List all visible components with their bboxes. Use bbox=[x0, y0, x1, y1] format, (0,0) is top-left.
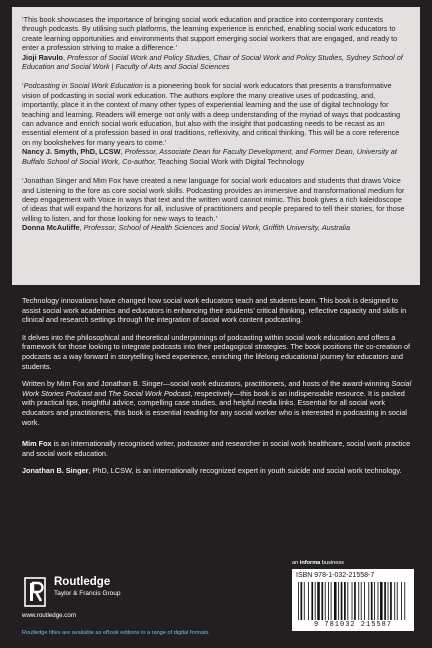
quote-body: is a pioneering book for social work educators that presents a transformative vision of podcasting in social work education. The authors explore the many creative uses of podcasting, and, importantly, place it in the context of many other types of experiential learning and the use of digital technology for teaching and learning. Readers will emerge not only with a deep understanding of the myriad of ways that podcasting can advance and enrich social work education, but also with the insight that podcasting needs to be recast as an essential element of a profession based in oral traditions, reflexivity, and critical thinking. This will be a core reference on my bookshelves for many years to come.’ bbox=[22, 81, 401, 147]
barcode-bar bbox=[328, 582, 329, 620]
quote-attribution: Jioji Ravulo, Professor of Social Work and Policy Studies, Chair of Social Work and Policy Studies, Sydney School of Education and Social Work | Faculty of Arts and Social Sciences bbox=[22, 52, 403, 72]
author-bio-text: is an internationally recognised writer, podcaster and researcher in social work healthcare, social work practice and social work education. bbox=[22, 439, 411, 458]
barcode-bar bbox=[304, 582, 305, 620]
barcode-bar bbox=[380, 582, 383, 620]
barcode-bar bbox=[352, 582, 353, 620]
barcode-bar bbox=[321, 582, 323, 620]
barcode-bar bbox=[394, 582, 395, 620]
barcode-bar bbox=[388, 582, 389, 620]
barcode-bar bbox=[368, 582, 369, 620]
description-paragraph: It delves into the philosophical and theoretical underpinnings of podcasting within social work education and offers a framework for those looking to integrate podcasts into their pedagogical strategies. The book positions the co-creation of podcasts as a way forward in storytelling lived experience, enriching the lifelong educational journey for educators and students. bbox=[22, 332, 411, 371]
description-text: , respectively—this book is an indispensable resource. It is packed with practical tips, insightful advice, compelling case studies, and helpful media links. Essential for all social work educators and practitioners, this book is essential reading for any social worker who is interested in podcasting in social work. bbox=[22, 388, 407, 427]
informa-brand: informa bbox=[299, 560, 321, 566]
barcode-bar bbox=[384, 582, 386, 620]
barcode-bar bbox=[331, 582, 332, 620]
barcode-bar bbox=[371, 582, 373, 620]
publisher-group: Taylor & Francis Group bbox=[54, 590, 121, 597]
description-paragraph: Technology innovations have changed how social work educators teach and students learn. This book is designed to assist social work academics and educators in enhancing their students’ critical thinking, reflective capacity and skills in clinical and research settings through the integration of social work content podcasting. bbox=[22, 296, 407, 325]
author-bio-text: , PhD, LCSW, is an internationally recognized expert in youth suicide and social work technology. bbox=[88, 466, 402, 476]
description-paragraph bbox=[22, 379, 416, 427]
barcode-bar bbox=[301, 582, 303, 620]
author-bio bbox=[22, 439, 416, 458]
podcast-title: The Social Work Podcast bbox=[108, 388, 191, 398]
endorsements-panel bbox=[12, 7, 420, 285]
barcode-digits: 9 781032 215587 bbox=[313, 621, 392, 629]
barcode-bar bbox=[397, 582, 398, 620]
quote-text: ‘Podcasting in Social Work Education is a pioneering book for social work educators that presents a transformative vision of podcasting in social work education. The authors explore the many creative uses of podcasting, and, importantly, place it in the context of many other types of experiential learning and the use of digital technology for teaching and learning. Readers will emerge not only with a deep understanding of the myriad of ways that podcasting can advance and enrich social work education, but also with the insight that podcasting needs to be recast as an essential element of a profession based in oral traditions, reflexivity, and critical thinking. This will be a core reference on my bookshelves for many years to come.’ bbox=[22, 81, 401, 147]
barcode-bar bbox=[344, 582, 346, 620]
quote-text: ‘This book showcases the importance of bringing social work education and practice into contemporary contexts through podcasts. By utilising such platforms, the learning experience is enriched, enabling social work educators to create learning opportunities and environments that support emerging social workers that are engaged, and ready to enter a profession striving to make a difference.’ bbox=[22, 15, 398, 53]
barcode-icon bbox=[296, 582, 410, 620]
barcode-bar bbox=[334, 582, 337, 620]
podcast-title: Social Work Stories Podcast bbox=[22, 379, 412, 398]
informa-business-label bbox=[292, 560, 344, 566]
quote-affiliation-book: Teaching Social Work with Digital Technology bbox=[156, 156, 305, 166]
book-description bbox=[22, 296, 416, 484]
isbn-label: ISBN 978-1-032-21558-7 bbox=[296, 572, 375, 579]
description-text: and bbox=[92, 388, 109, 398]
author-name: Jonathan B. Singer bbox=[22, 466, 89, 476]
author-name: Mim Fox bbox=[22, 439, 52, 449]
barcode-bar bbox=[338, 582, 339, 620]
quote-author: Nancy J. Smyth, PhD, LCSW bbox=[22, 147, 121, 157]
quote-attribution: Donna McAuliffe, Professor, School of Health Sciences and Social Work, Griffith University, Australia bbox=[22, 223, 351, 233]
isbn-barcode bbox=[292, 569, 414, 631]
barcode-bar bbox=[325, 582, 326, 620]
informa-suffix: business bbox=[320, 560, 344, 566]
informa-prefix: an bbox=[292, 560, 300, 566]
barcode-bar bbox=[341, 582, 343, 620]
publisher-logo bbox=[22, 576, 282, 618]
quote-attribution: Nancy J. Smyth, PhD, LCSW, Professor, Associate Dean for Faculty Development, and Former Dean, University at Buffalo School of Social Work, Co-author, Teaching Social Work with Digital Technology bbox=[22, 147, 397, 166]
barcode-bar bbox=[298, 582, 299, 620]
quote-affiliation: Professor, School of Health Sciences and Social Work, Griffith University, Australia bbox=[83, 223, 351, 233]
barcode-bar bbox=[354, 582, 356, 620]
barcode-bar bbox=[358, 582, 359, 620]
author-bio bbox=[22, 466, 416, 476]
barcode-bar bbox=[378, 582, 379, 620]
barcode-bar bbox=[361, 582, 362, 620]
barcode-bar bbox=[404, 582, 405, 620]
ebook-note: Routledge titles are available as eBook editions in a range of digital formats bbox=[22, 630, 209, 636]
routledge-logo-icon bbox=[22, 576, 48, 608]
barcode-bar bbox=[374, 582, 375, 620]
barcode-bar bbox=[315, 582, 316, 620]
description-text: Written by Mim Fox and Jonathan B. Singer—social work educators, practitioners, and hosts of the award-winning bbox=[22, 379, 392, 389]
endorsement-quote bbox=[22, 176, 406, 232]
barcode-bar bbox=[390, 582, 392, 620]
barcode-bar bbox=[317, 582, 320, 620]
quote-author: Donna McAuliffe bbox=[22, 223, 80, 233]
publisher-name: Routledge bbox=[54, 576, 111, 588]
quote-affiliation: Professor of Social Work and Policy Studies, Chair of Social Work and Policy Studies, Sydney School of Education and Social Work | Faculty of Arts and Social Sciences bbox=[22, 52, 403, 72]
quote-text: ‘Jonathan Singer and Mim Fox have created a new language for social work educators and students that draws Voice and Listening to the fore as core social work skills. Podcasting provides an immersive and transformational medium for deep engagement with Voice in ways that text and the written word cannot mimic. This book gives a rich kaleidoscope of ideas that will expand the horizons for all, inclusive of practitioners and people prepared to tell their stories, for those willing to listen, and for those looking for new ways to teach.’ bbox=[22, 176, 405, 223]
publisher-url[interactable]: www.routledge.com bbox=[22, 612, 76, 619]
quote-affiliation: Professor, Associate Dean for Faculty Development, and Former Dean, University at Buffalo School of Social Work, Co-author, bbox=[22, 147, 397, 166]
barcode-bar bbox=[308, 582, 309, 620]
barcode-bar bbox=[311, 582, 313, 620]
endorsement-quote bbox=[22, 81, 406, 166]
barcode-bar bbox=[347, 582, 348, 620]
barcode-bar bbox=[401, 582, 402, 620]
barcode-bar bbox=[364, 582, 365, 620]
quote-author: Jioji Ravulo bbox=[22, 52, 63, 62]
endorsement-quote bbox=[22, 15, 406, 71]
book-title: Podcasting in Social Work Education bbox=[23, 81, 143, 91]
